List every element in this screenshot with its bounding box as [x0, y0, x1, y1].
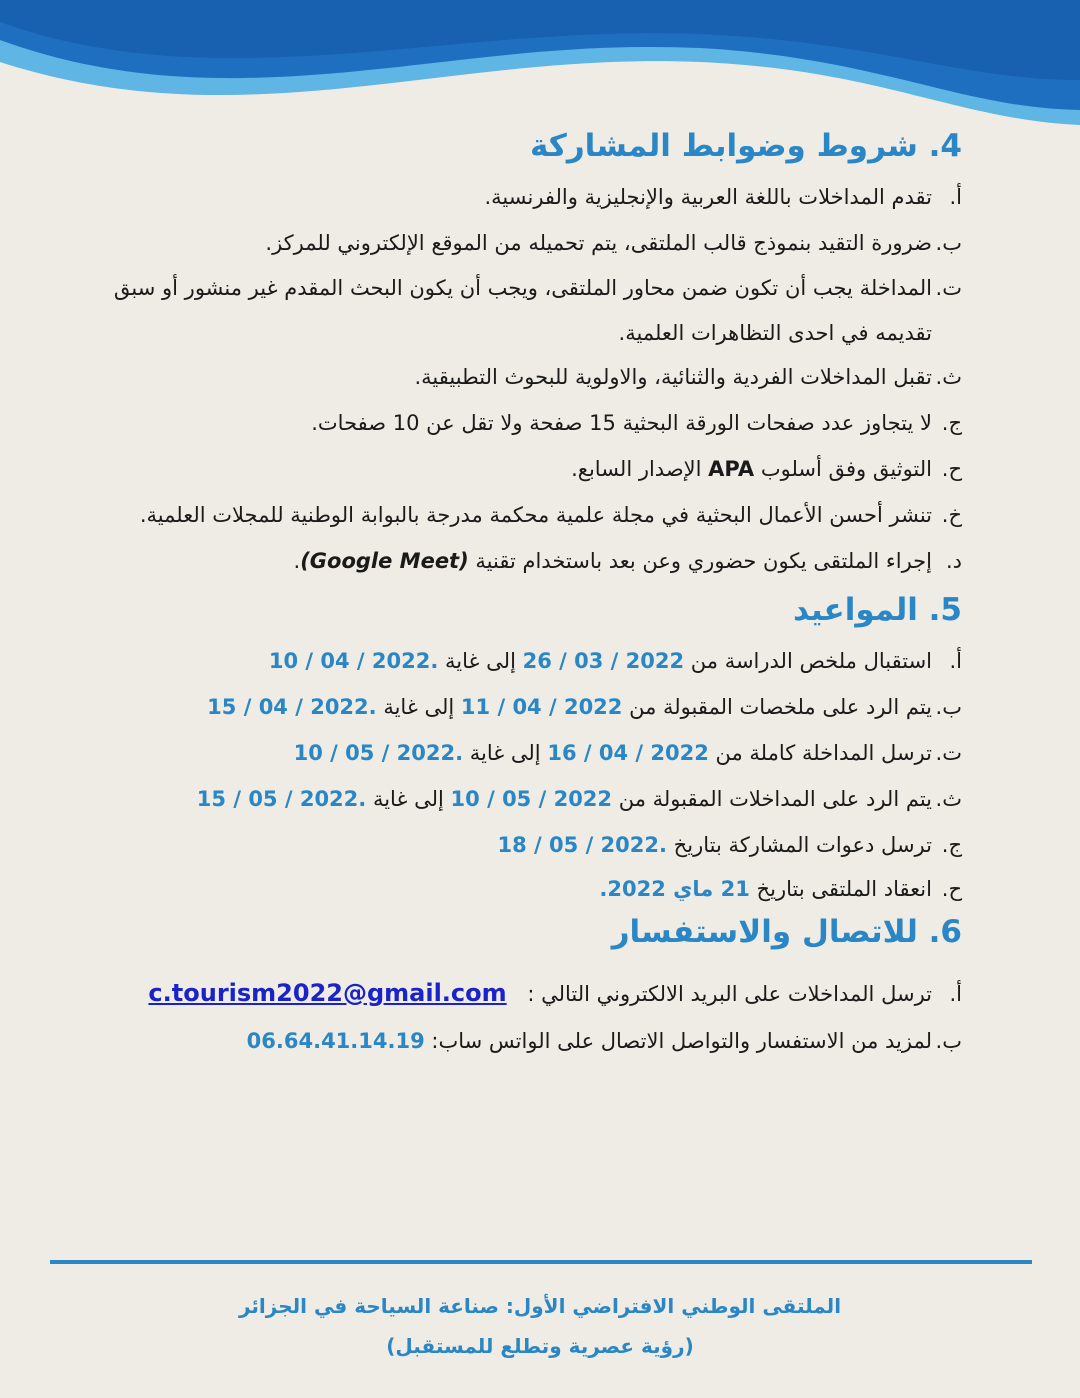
item-text: لمزيد من الاستفسار والتواصل الاتصال على الواتس ساب:: [431, 1029, 932, 1053]
footer-title: الملتقى الوطني الافتراضي الأول: صناعة السياحة في الجزائر: [238, 1294, 842, 1318]
date-to: 10 / 04 / 2022.: [268, 649, 439, 673]
item-text: تنشر أحسن الأعمال البحثية في مجلة علمية محكمة مدرجة بالبوابة الوطنية للمجلات العلمية.: [139, 503, 932, 527]
list-item: [60, 1018, 962, 1064]
item-label: ث.: [935, 365, 962, 389]
list-item: [60, 492, 962, 538]
item-label: ب.: [935, 231, 962, 255]
email-link[interactable]: c.tourism2022@gmail.com: [148, 979, 507, 1007]
header-wave: [0, 0, 1080, 140]
item-text: انعقاد الملتقى بتاريخ: [756, 877, 932, 901]
item-text: ضرورة التقيد بنموذج قالب الملتقى، يتم تحميله من الموقع الإلكتروني للمركز.: [265, 231, 932, 255]
item-text: إلى غاية: [445, 649, 516, 673]
section-title-conditions: 4. شروط وضوابط المشاركة: [530, 128, 962, 164]
list-item: [60, 776, 962, 822]
item-text: المداخلة يجب أن تكون ضمن محاور الملتقى، ويجب أن يكون البحث المقدم غير منشور أو سبق تقديمه في احدى التظاهرات العلمية.: [113, 276, 932, 345]
list-item: [60, 174, 962, 220]
date-value: 21 ماي 2022.: [599, 877, 750, 901]
item-label: ت.: [935, 276, 962, 300]
item-label: ح.: [941, 457, 962, 481]
item-text: يتم الرد على ملخصات المقبولة من: [629, 695, 932, 719]
item-text: ترسل المداخلات على البريد الالكتروني التالي :: [527, 982, 932, 1006]
item-label: ح.: [941, 877, 962, 901]
date-from: 26 / 03 / 2022: [522, 649, 685, 673]
date-to: 15 / 04 / 2022.: [207, 695, 377, 719]
list-item: [60, 220, 962, 266]
item-text: إلى غاية: [469, 741, 541, 765]
item-text: تقدم المداخلات باللغة العربية والإنجليزية والفرنسية.: [484, 185, 932, 209]
date-from: 16 / 04 / 2022: [547, 741, 709, 765]
item-text: لا يتجاوز عدد صفحات الورقة البحثية 15 صفحة ولا تقل عن 10 صفحات.: [311, 411, 932, 435]
date-from: 11 / 04 / 2022: [460, 695, 623, 719]
list-item: [60, 400, 962, 446]
date-to: 15 / 05 / 2022.: [196, 787, 367, 811]
footer-divider: [50, 1260, 1032, 1264]
footer-subtitle: (رؤية عصرية وتطلع للمستقبل): [386, 1334, 694, 1358]
item-text: الإصدار السابع.: [571, 457, 702, 481]
list-item: [60, 684, 962, 730]
list-item: [60, 730, 962, 776]
section-title-contact: 6. للاتصال والاستفسار: [611, 914, 962, 950]
list-item: [60, 354, 962, 400]
apa-text: APA: [708, 457, 755, 481]
item-label: ث.: [935, 787, 962, 811]
item-label: أ.: [949, 649, 962, 673]
item-text: ترسل دعوات المشاركة بتاريخ: [673, 833, 932, 857]
item-text: .: [293, 549, 301, 573]
list-item: [60, 970, 962, 1017]
date-value: 18 / 05 / 2022.: [497, 833, 667, 857]
item-label: ج.: [941, 411, 962, 435]
list-item: [60, 266, 962, 356]
list-item: [60, 446, 962, 492]
list-item: [60, 538, 962, 584]
item-label: أ.: [949, 982, 962, 1006]
item-label: ت.: [935, 741, 962, 765]
list-item: [60, 638, 962, 684]
item-label: ب.: [935, 1029, 962, 1053]
phone-number: 06.64.41.14.19: [246, 1029, 425, 1053]
list-item: [60, 866, 962, 912]
item-text: تقبل المداخلات الفردية والثنائية، والاولوية للبحوث التطبيقية.: [414, 365, 932, 389]
item-label: د.: [945, 549, 962, 573]
item-text: إلى غاية: [372, 787, 444, 811]
item-label: أ.: [949, 185, 962, 209]
item-label: ج.: [941, 833, 962, 857]
item-text: إلى غاية: [383, 695, 455, 719]
list-item: [60, 822, 962, 868]
item-text: ترسل المداخلة كاملة من: [715, 741, 932, 765]
item-text: التوثيق وفق أسلوب: [760, 457, 932, 481]
date-from: 10 / 05 / 2022: [450, 787, 613, 811]
date-to: 10 / 05 / 2022.: [293, 741, 464, 765]
google-meet-text: (Google Meet): [300, 549, 469, 573]
item-text: يتم الرد على المداخلات المقبولة من: [618, 787, 932, 811]
item-text: إجراء الملتقى يكون حضوري وعن بعد باستخدام تقنية: [475, 549, 932, 573]
item-label: ب.: [935, 695, 962, 719]
item-label: خ.: [941, 503, 962, 527]
item-text: استقبال ملخص الدراسة من: [690, 649, 932, 673]
section-title-dates: 5. المواعيد: [793, 592, 962, 628]
